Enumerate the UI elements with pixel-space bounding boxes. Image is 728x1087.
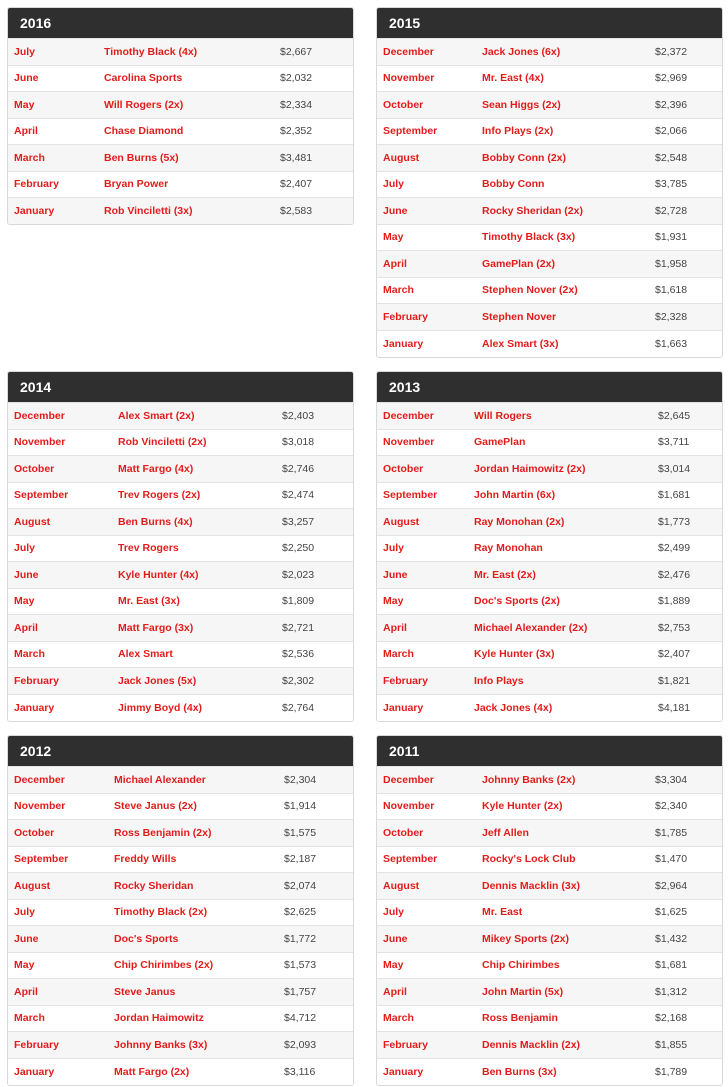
amount-cell: $1,618 xyxy=(655,277,722,304)
month-cell: March xyxy=(8,1005,114,1032)
amount-cell: $2,250 xyxy=(282,535,353,562)
table-row xyxy=(8,641,353,668)
month-cell: March xyxy=(377,1005,482,1032)
table-row xyxy=(8,65,353,92)
winner-link[interactable]: Chip Chirimbes (2x) xyxy=(114,952,284,979)
winners-table xyxy=(377,402,722,721)
winner-link[interactable]: Trev Rogers (2x) xyxy=(118,482,282,509)
amount-cell: $3,116 xyxy=(284,1058,353,1085)
amount-cell: $2,093 xyxy=(284,1032,353,1059)
winner-link[interactable]: Michael Alexander xyxy=(114,767,284,794)
winner-link[interactable]: Trev Rogers xyxy=(118,535,282,562)
amount-cell: $2,352 xyxy=(280,118,353,145)
amount-cell: $2,168 xyxy=(655,1005,722,1032)
winners-table xyxy=(8,402,353,721)
table-row xyxy=(377,1032,722,1059)
table-row xyxy=(377,793,722,820)
month-cell: September xyxy=(377,482,474,509)
month-cell: February xyxy=(8,668,118,695)
table-row xyxy=(377,668,722,695)
amount-cell: $2,187 xyxy=(284,846,353,873)
table-row xyxy=(377,482,722,509)
winner-link[interactable]: Jack Jones (4x) xyxy=(474,694,658,721)
table-row xyxy=(377,1058,722,1085)
month-cell: January xyxy=(8,198,104,225)
winner-link[interactable]: Rob Vinciletti (2x) xyxy=(118,429,282,456)
amount-cell: $1,789 xyxy=(655,1058,722,1085)
winner-link[interactable]: Chase Diamond xyxy=(104,118,280,145)
month-cell: November xyxy=(377,793,482,820)
month-cell: June xyxy=(377,562,474,589)
year-card-2016 xyxy=(7,7,354,225)
year-card-2015 xyxy=(376,7,723,358)
table-row xyxy=(377,926,722,953)
table-row xyxy=(8,820,353,847)
winner-link[interactable]: Mikey Sports (2x) xyxy=(482,926,655,953)
table-row xyxy=(8,846,353,873)
month-cell: January xyxy=(8,694,118,721)
month-cell: July xyxy=(377,899,482,926)
winner-link[interactable]: Steve Janus (2x) xyxy=(114,793,284,820)
winner-link[interactable]: Sean Higgs (2x) xyxy=(482,92,655,119)
month-cell: March xyxy=(8,641,118,668)
winner-link[interactable]: Johnny Banks (2x) xyxy=(482,767,655,794)
month-cell: May xyxy=(8,588,118,615)
month-cell: June xyxy=(8,65,104,92)
table-row xyxy=(8,403,353,430)
winner-link[interactable]: John Martin (5x) xyxy=(482,979,655,1006)
amount-cell: $4,181 xyxy=(658,694,722,721)
table-row xyxy=(377,92,722,119)
month-cell: July xyxy=(377,171,482,198)
winner-link[interactable]: Rocky Sheridan (2x) xyxy=(482,198,655,225)
amount-cell: $1,773 xyxy=(658,509,722,536)
amount-cell: $1,757 xyxy=(284,979,353,1006)
year-card-title: 2013 xyxy=(377,372,722,402)
winner-link[interactable]: Matt Fargo (2x) xyxy=(114,1058,284,1085)
month-cell: September xyxy=(8,846,114,873)
winner-link[interactable]: Mr. East (4x) xyxy=(482,65,655,92)
winners-table xyxy=(377,766,722,1085)
table-row xyxy=(377,304,722,331)
winner-link[interactable]: Ben Burns (5x) xyxy=(104,145,280,172)
winner-link[interactable]: Stephen Nover (2x) xyxy=(482,277,655,304)
month-cell: August xyxy=(8,509,118,536)
winner-link[interactable]: Mr. East (3x) xyxy=(118,588,282,615)
amount-cell: $2,032 xyxy=(280,65,353,92)
month-cell: October xyxy=(8,456,118,483)
winner-link[interactable]: Mr. East (2x) xyxy=(474,562,658,589)
month-cell: April xyxy=(8,979,114,1006)
amount-cell: $3,785 xyxy=(655,171,722,198)
month-cell: January xyxy=(377,694,474,721)
amount-cell: $2,625 xyxy=(284,899,353,926)
winner-link[interactable]: Steve Janus xyxy=(114,979,284,1006)
table-row xyxy=(377,145,722,172)
winner-link[interactable]: Stephen Nover xyxy=(482,304,655,331)
table-row xyxy=(8,1005,353,1032)
amount-cell: $2,499 xyxy=(658,535,722,562)
amount-cell: $2,403 xyxy=(282,403,353,430)
winner-link[interactable]: Freddy Wills xyxy=(114,846,284,873)
month-cell: November xyxy=(377,65,482,92)
winner-link[interactable]: Info Plays (2x) xyxy=(482,118,655,145)
table-row xyxy=(377,873,722,900)
winner-link[interactable]: Timothy Black (2x) xyxy=(114,899,284,926)
amount-cell: $1,663 xyxy=(655,330,722,357)
year-card-title: 2014 xyxy=(8,372,353,402)
winner-link[interactable]: Chip Chirimbes xyxy=(482,952,655,979)
table-row xyxy=(8,926,353,953)
winner-link[interactable]: John Martin (6x) xyxy=(474,482,658,509)
amount-cell: $2,066 xyxy=(655,118,722,145)
amount-cell: $3,014 xyxy=(658,456,722,483)
table-row xyxy=(377,820,722,847)
winner-link[interactable]: Bobby Conn (2x) xyxy=(482,145,655,172)
table-row xyxy=(377,1005,722,1032)
month-cell: January xyxy=(8,1058,114,1085)
year-card-title: 2016 xyxy=(8,8,353,38)
month-cell: May xyxy=(377,952,482,979)
table-row xyxy=(8,562,353,589)
amount-cell: $1,772 xyxy=(284,926,353,953)
table-row xyxy=(8,952,353,979)
month-cell: June xyxy=(377,926,482,953)
amount-cell: $1,914 xyxy=(284,793,353,820)
amount-cell: $2,372 xyxy=(655,39,722,66)
table-row xyxy=(377,694,722,721)
winners-table xyxy=(8,766,353,1085)
amount-cell: $2,304 xyxy=(284,767,353,794)
winner-link[interactable]: Alex Smart (2x) xyxy=(118,403,282,430)
table-row xyxy=(8,793,353,820)
amount-cell: $1,855 xyxy=(655,1032,722,1059)
month-cell: December xyxy=(377,767,482,794)
table-row xyxy=(377,952,722,979)
month-cell: August xyxy=(377,509,474,536)
winner-link[interactable]: Info Plays xyxy=(474,668,658,695)
month-cell: February xyxy=(377,304,482,331)
month-cell: August xyxy=(8,873,114,900)
table-row xyxy=(8,1058,353,1085)
winner-link[interactable]: Ben Burns (4x) xyxy=(118,509,282,536)
month-cell: September xyxy=(377,118,482,145)
month-cell: February xyxy=(8,171,104,198)
month-cell: May xyxy=(377,588,474,615)
month-cell: April xyxy=(377,979,482,1006)
table-row xyxy=(8,429,353,456)
amount-cell: $1,785 xyxy=(655,820,722,847)
amount-cell: $1,809 xyxy=(282,588,353,615)
month-cell: December xyxy=(377,39,482,66)
amount-cell: $2,074 xyxy=(284,873,353,900)
table-row xyxy=(377,118,722,145)
amount-cell: $2,721 xyxy=(282,615,353,642)
month-cell: February xyxy=(8,1032,114,1059)
month-cell: August xyxy=(377,873,482,900)
amount-cell: $2,645 xyxy=(658,403,722,430)
table-row xyxy=(8,456,353,483)
winner-link[interactable]: Ben Burns (3x) xyxy=(482,1058,655,1085)
amount-cell: $1,821 xyxy=(658,668,722,695)
table-row xyxy=(8,198,353,225)
month-cell: November xyxy=(377,429,474,456)
winner-link[interactable]: Dennis Macklin (3x) xyxy=(482,873,655,900)
amount-cell: $1,573 xyxy=(284,952,353,979)
year-card-title: 2012 xyxy=(8,736,353,766)
month-cell: April xyxy=(8,118,104,145)
winner-link[interactable]: GamePlan xyxy=(474,429,658,456)
table-row xyxy=(8,694,353,721)
winners-table xyxy=(377,38,722,357)
winner-link[interactable]: GamePlan (2x) xyxy=(482,251,655,278)
amount-cell: $2,328 xyxy=(655,304,722,331)
winner-link[interactable]: Kyle Hunter (3x) xyxy=(474,641,658,668)
month-cell: December xyxy=(8,767,114,794)
amount-cell: $1,625 xyxy=(655,899,722,926)
winner-link[interactable]: Matt Fargo (4x) xyxy=(118,456,282,483)
table-row xyxy=(377,562,722,589)
winner-link[interactable]: Kyle Hunter (2x) xyxy=(482,793,655,820)
table-row xyxy=(377,979,722,1006)
table-row xyxy=(377,277,722,304)
winner-link[interactable]: Doc's Sports (2x) xyxy=(474,588,658,615)
amount-cell: $2,667 xyxy=(280,39,353,66)
table-row xyxy=(8,873,353,900)
winner-link[interactable]: Bobby Conn xyxy=(482,171,655,198)
winner-link[interactable]: Alex Smart xyxy=(118,641,282,668)
month-cell: July xyxy=(8,39,104,66)
table-row xyxy=(8,535,353,562)
table-row xyxy=(8,588,353,615)
month-cell: November xyxy=(8,429,118,456)
winner-link[interactable]: Johnny Banks (3x) xyxy=(114,1032,284,1059)
table-row xyxy=(8,39,353,66)
winner-link[interactable]: Mr. East xyxy=(482,899,655,926)
table-row xyxy=(8,171,353,198)
amount-cell: $2,474 xyxy=(282,482,353,509)
month-cell: October xyxy=(8,820,114,847)
amount-cell: $3,711 xyxy=(658,429,722,456)
amount-cell: $2,964 xyxy=(655,873,722,900)
amount-cell: $2,728 xyxy=(655,198,722,225)
winner-link[interactable]: Rocky's Lock Club xyxy=(482,846,655,873)
month-cell: October xyxy=(377,456,474,483)
month-cell: January xyxy=(377,330,482,357)
month-cell: December xyxy=(377,403,474,430)
amount-cell: $1,931 xyxy=(655,224,722,251)
month-cell: January xyxy=(377,1058,482,1085)
winner-link[interactable]: Timothy Black (4x) xyxy=(104,39,280,66)
table-row xyxy=(377,429,722,456)
amount-cell: $2,753 xyxy=(658,615,722,642)
table-row xyxy=(377,456,722,483)
table-row xyxy=(8,145,353,172)
winner-link[interactable]: Carolina Sports xyxy=(104,65,280,92)
winner-link[interactable]: Kyle Hunter (4x) xyxy=(118,562,282,589)
amount-cell: $2,764 xyxy=(282,694,353,721)
month-cell: April xyxy=(8,615,118,642)
month-cell: April xyxy=(377,615,474,642)
table-row xyxy=(8,509,353,536)
amount-cell: $2,340 xyxy=(655,793,722,820)
month-cell: December xyxy=(8,403,118,430)
table-row xyxy=(377,588,722,615)
month-cell: May xyxy=(377,224,482,251)
amount-cell: $2,334 xyxy=(280,92,353,119)
year-card-2013 xyxy=(376,371,723,722)
month-cell: April xyxy=(377,251,482,278)
table-row xyxy=(8,1032,353,1059)
winner-link[interactable]: Matt Fargo (3x) xyxy=(118,615,282,642)
winner-link[interactable]: Jeff Allen xyxy=(482,820,655,847)
winner-link[interactable]: Jimmy Boyd (4x) xyxy=(118,694,282,721)
month-cell: May xyxy=(8,952,114,979)
month-cell: July xyxy=(8,899,114,926)
winner-link[interactable]: Ray Monohan xyxy=(474,535,658,562)
amount-cell: $2,302 xyxy=(282,668,353,695)
year-card-2012 xyxy=(7,735,354,1086)
amount-cell: $2,476 xyxy=(658,562,722,589)
table-row xyxy=(377,767,722,794)
table-row xyxy=(377,846,722,873)
table-row xyxy=(377,65,722,92)
amount-cell: $3,304 xyxy=(655,767,722,794)
table-row xyxy=(377,641,722,668)
table-row xyxy=(377,535,722,562)
table-row xyxy=(8,615,353,642)
amount-cell: $2,746 xyxy=(282,456,353,483)
month-cell: June xyxy=(377,198,482,225)
table-row xyxy=(8,482,353,509)
table-row xyxy=(8,899,353,926)
amount-cell: $2,407 xyxy=(280,171,353,198)
month-cell: September xyxy=(8,482,118,509)
winners-table xyxy=(8,38,353,224)
amount-cell: $1,312 xyxy=(655,979,722,1006)
year-card-title: 2015 xyxy=(377,8,722,38)
month-cell: July xyxy=(377,535,474,562)
amount-cell: $3,018 xyxy=(282,429,353,456)
table-row xyxy=(8,668,353,695)
winner-link[interactable]: Ross Benjamin (2x) xyxy=(114,820,284,847)
year-card-2014 xyxy=(7,371,354,722)
amount-cell: $1,889 xyxy=(658,588,722,615)
month-cell: May xyxy=(8,92,104,119)
table-row xyxy=(8,979,353,1006)
month-cell: February xyxy=(377,668,474,695)
winner-link[interactable]: Jordan Haimowitz xyxy=(114,1005,284,1032)
amount-cell: $1,575 xyxy=(284,820,353,847)
amount-cell: $1,958 xyxy=(655,251,722,278)
table-row xyxy=(8,92,353,119)
winner-link[interactable]: Doc's Sports xyxy=(114,926,284,953)
table-row xyxy=(377,615,722,642)
year-card-title: 2011 xyxy=(377,736,722,766)
table-row xyxy=(8,767,353,794)
month-cell: October xyxy=(377,820,482,847)
table-row xyxy=(377,224,722,251)
amount-cell: $1,470 xyxy=(655,846,722,873)
amount-cell: $2,396 xyxy=(655,92,722,119)
table-row xyxy=(377,509,722,536)
table-row xyxy=(377,251,722,278)
winner-link[interactable]: Ray Monohan (2x) xyxy=(474,509,658,536)
amount-cell: $3,481 xyxy=(280,145,353,172)
amount-cell: $2,548 xyxy=(655,145,722,172)
table-row xyxy=(377,330,722,357)
amount-cell: $2,583 xyxy=(280,198,353,225)
amount-cell: $2,023 xyxy=(282,562,353,589)
table-row xyxy=(377,39,722,66)
winner-link[interactable]: Jordan Haimowitz (2x) xyxy=(474,456,658,483)
table-row xyxy=(377,899,722,926)
winner-link[interactable]: Dennis Macklin (2x) xyxy=(482,1032,655,1059)
winner-link[interactable]: Alex Smart (3x) xyxy=(482,330,655,357)
month-cell: November xyxy=(8,793,114,820)
winner-link[interactable]: Will Rogers (2x) xyxy=(104,92,280,119)
amount-cell: $1,681 xyxy=(658,482,722,509)
amount-cell: $2,536 xyxy=(282,641,353,668)
month-cell: March xyxy=(377,641,474,668)
month-cell: August xyxy=(377,145,482,172)
amount-cell: $4,712 xyxy=(284,1005,353,1032)
winner-link[interactable]: Jack Jones (5x) xyxy=(118,668,282,695)
winner-link[interactable]: Rob Vinciletti (3x) xyxy=(104,198,280,225)
amount-cell: $3,257 xyxy=(282,509,353,536)
winner-link[interactable]: Jack Jones (6x) xyxy=(482,39,655,66)
amount-cell: $1,681 xyxy=(655,952,722,979)
table-row xyxy=(377,198,722,225)
winner-link[interactable]: Michael Alexander (2x) xyxy=(474,615,658,642)
amount-cell: $2,969 xyxy=(655,65,722,92)
month-cell: October xyxy=(377,92,482,119)
winner-link[interactable]: Timothy Black (3x) xyxy=(482,224,655,251)
month-cell: February xyxy=(377,1032,482,1059)
month-cell: September xyxy=(377,846,482,873)
month-cell: June xyxy=(8,562,118,589)
table-row xyxy=(377,403,722,430)
month-cell: June xyxy=(8,926,114,953)
winner-link[interactable]: Ross Benjamin xyxy=(482,1005,655,1032)
month-cell: March xyxy=(377,277,482,304)
winner-link[interactable]: Will Rogers xyxy=(474,403,658,430)
month-cell: March xyxy=(8,145,104,172)
amount-cell: $1,432 xyxy=(655,926,722,953)
year-card-2011 xyxy=(376,735,723,1086)
table-row xyxy=(8,118,353,145)
amount-cell: $2,407 xyxy=(658,641,722,668)
table-row xyxy=(377,171,722,198)
winner-link[interactable]: Rocky Sheridan xyxy=(114,873,284,900)
month-cell: July xyxy=(8,535,118,562)
winner-link[interactable]: Bryan Power xyxy=(104,171,280,198)
